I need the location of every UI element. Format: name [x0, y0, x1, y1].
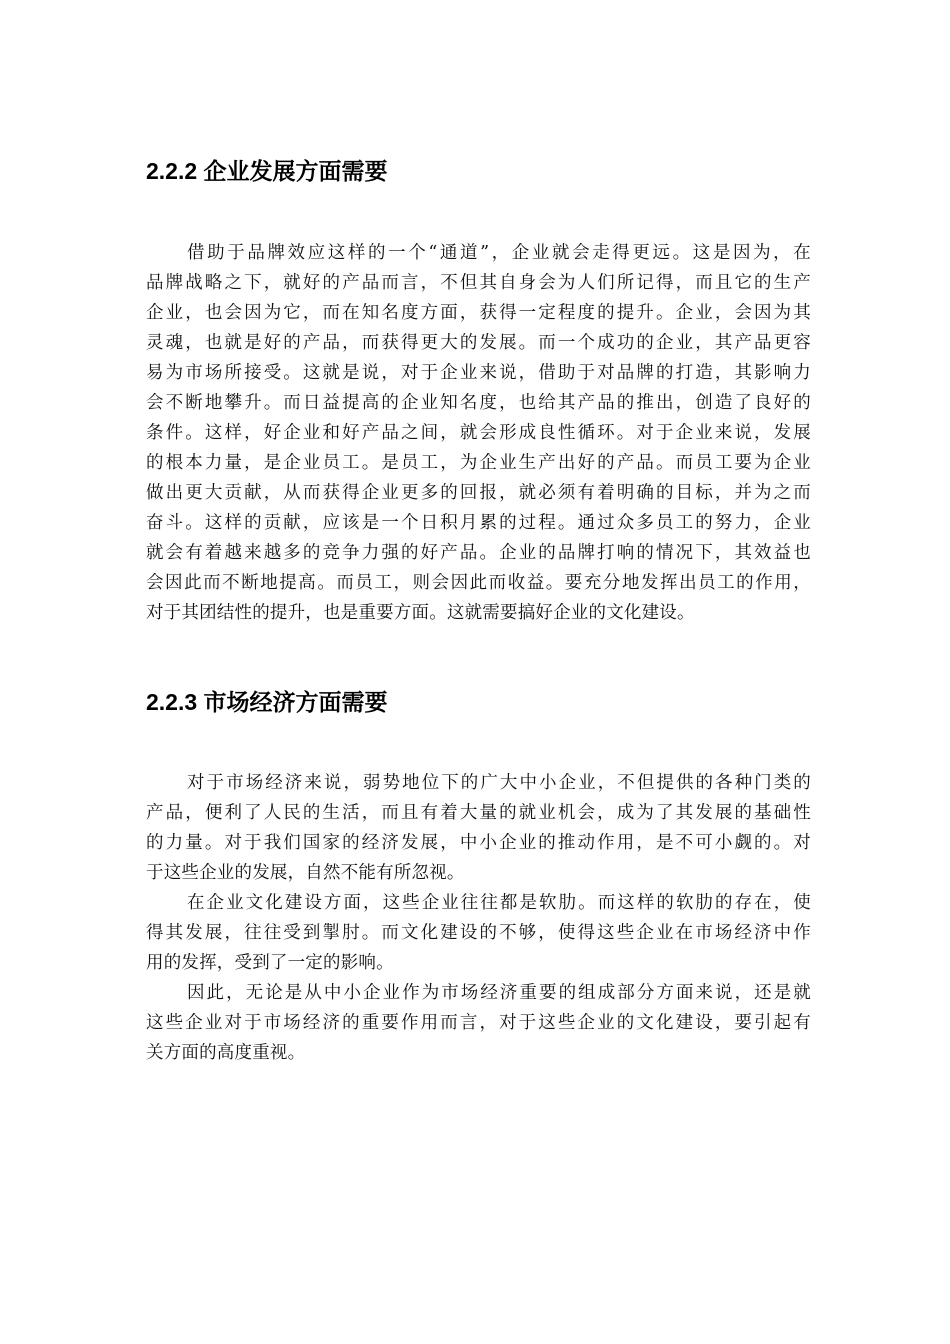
paragraph-line: 企业，也会因为它，而在知名度方面，获得一定程度的提升。企业，会因为其	[146, 303, 811, 323]
paragraph-line: 用的发挥，受到了一定的影响。	[146, 953, 394, 973]
paragraph-line: 易为市场所接受。这就是说，对于企业来说，借助于对品牌的打造，其影响力	[146, 363, 811, 383]
paragraph-line: 就会有着越来越多的竞争力强的好产品。企业的品牌打响的情况下，其效益也	[146, 543, 811, 563]
paragraph-line: 对于其团结性的提升，也是重要方面。这就需要搞好企业的文化建设。	[146, 603, 695, 623]
paragraph-line: 借助于品牌效应这样的一个“通道”，企业就会走得更远。这是因为，在	[187, 243, 811, 263]
paragraph-line: 这些企业对于市场经济的重要作用而言，对于这些企业的文化建设，要引起有	[146, 1013, 811, 1033]
paragraph-line: 得其发展，往往受到掣肘。而文化建设的不够，使得这些企业在市场经济中作	[146, 923, 811, 943]
paragraph-line: 条件。这样，好企业和好产品之间，就会形成良性循环。对于企业来说，发展	[146, 423, 811, 443]
paragraph-line: 奋斗。这样的贡献，应该是一个日积月累的过程。通过众多员工的努力，企业	[146, 513, 811, 533]
paragraph-line: 的根本力量，是企业员工。是员工，为企业生产出好的产品。而员工要为企业	[146, 453, 811, 473]
paragraph-line: 对于市场经济来说，弱势地位下的广大中小企业，不但提供的各种门类的	[187, 773, 811, 793]
paragraph-line: 做出更大贡献，从而获得企业更多的回报，就必须有着明确的目标，并为之而	[146, 483, 811, 503]
paragraph-line: 的力量。对于我们国家的经济发展，中小企业的推动作用，是不可小觑的。对	[146, 833, 811, 853]
section-heading-2-2-2: 2.2.2 企业发展方面需要	[146, 158, 388, 184]
paragraph-line: 因此，无论是从中小企业作为市场经济重要的组成部分方面来说，还是就	[187, 983, 811, 1003]
paragraph-line: 于这些企业的发展，自然不能有所忽视。	[146, 863, 465, 883]
paragraph-line: 产品，便利了人民的生活，而且有着大量的就业机会，成为了其发展的基础性	[146, 803, 811, 823]
paragraph-line: 在企业文化建设方面，这些企业往往都是软肋。而这样的软肋的存在，使	[187, 893, 811, 913]
paragraph-line: 灵魂，也就是好的产品，而获得更大的发展。而一个成功的企业，其产品更容	[146, 333, 811, 353]
paragraph-line: 会不断地攀升。而日益提高的企业知名度，也给其产品的推出，创造了良好的	[146, 393, 811, 413]
section-heading-2-2-3: 2.2.3 市场经济方面需要	[146, 689, 388, 715]
paragraph-line: 关方面的高度重视。	[146, 1043, 306, 1063]
paragraph-line: 品牌战略之下，就好的产品而言，不但其自身会为人们所记得，而且它的生产	[146, 273, 811, 293]
paragraph-line: 会因此而不断地提高。而员工，则会因此而收益。要充分地发挥出员工的作用，	[146, 573, 811, 593]
